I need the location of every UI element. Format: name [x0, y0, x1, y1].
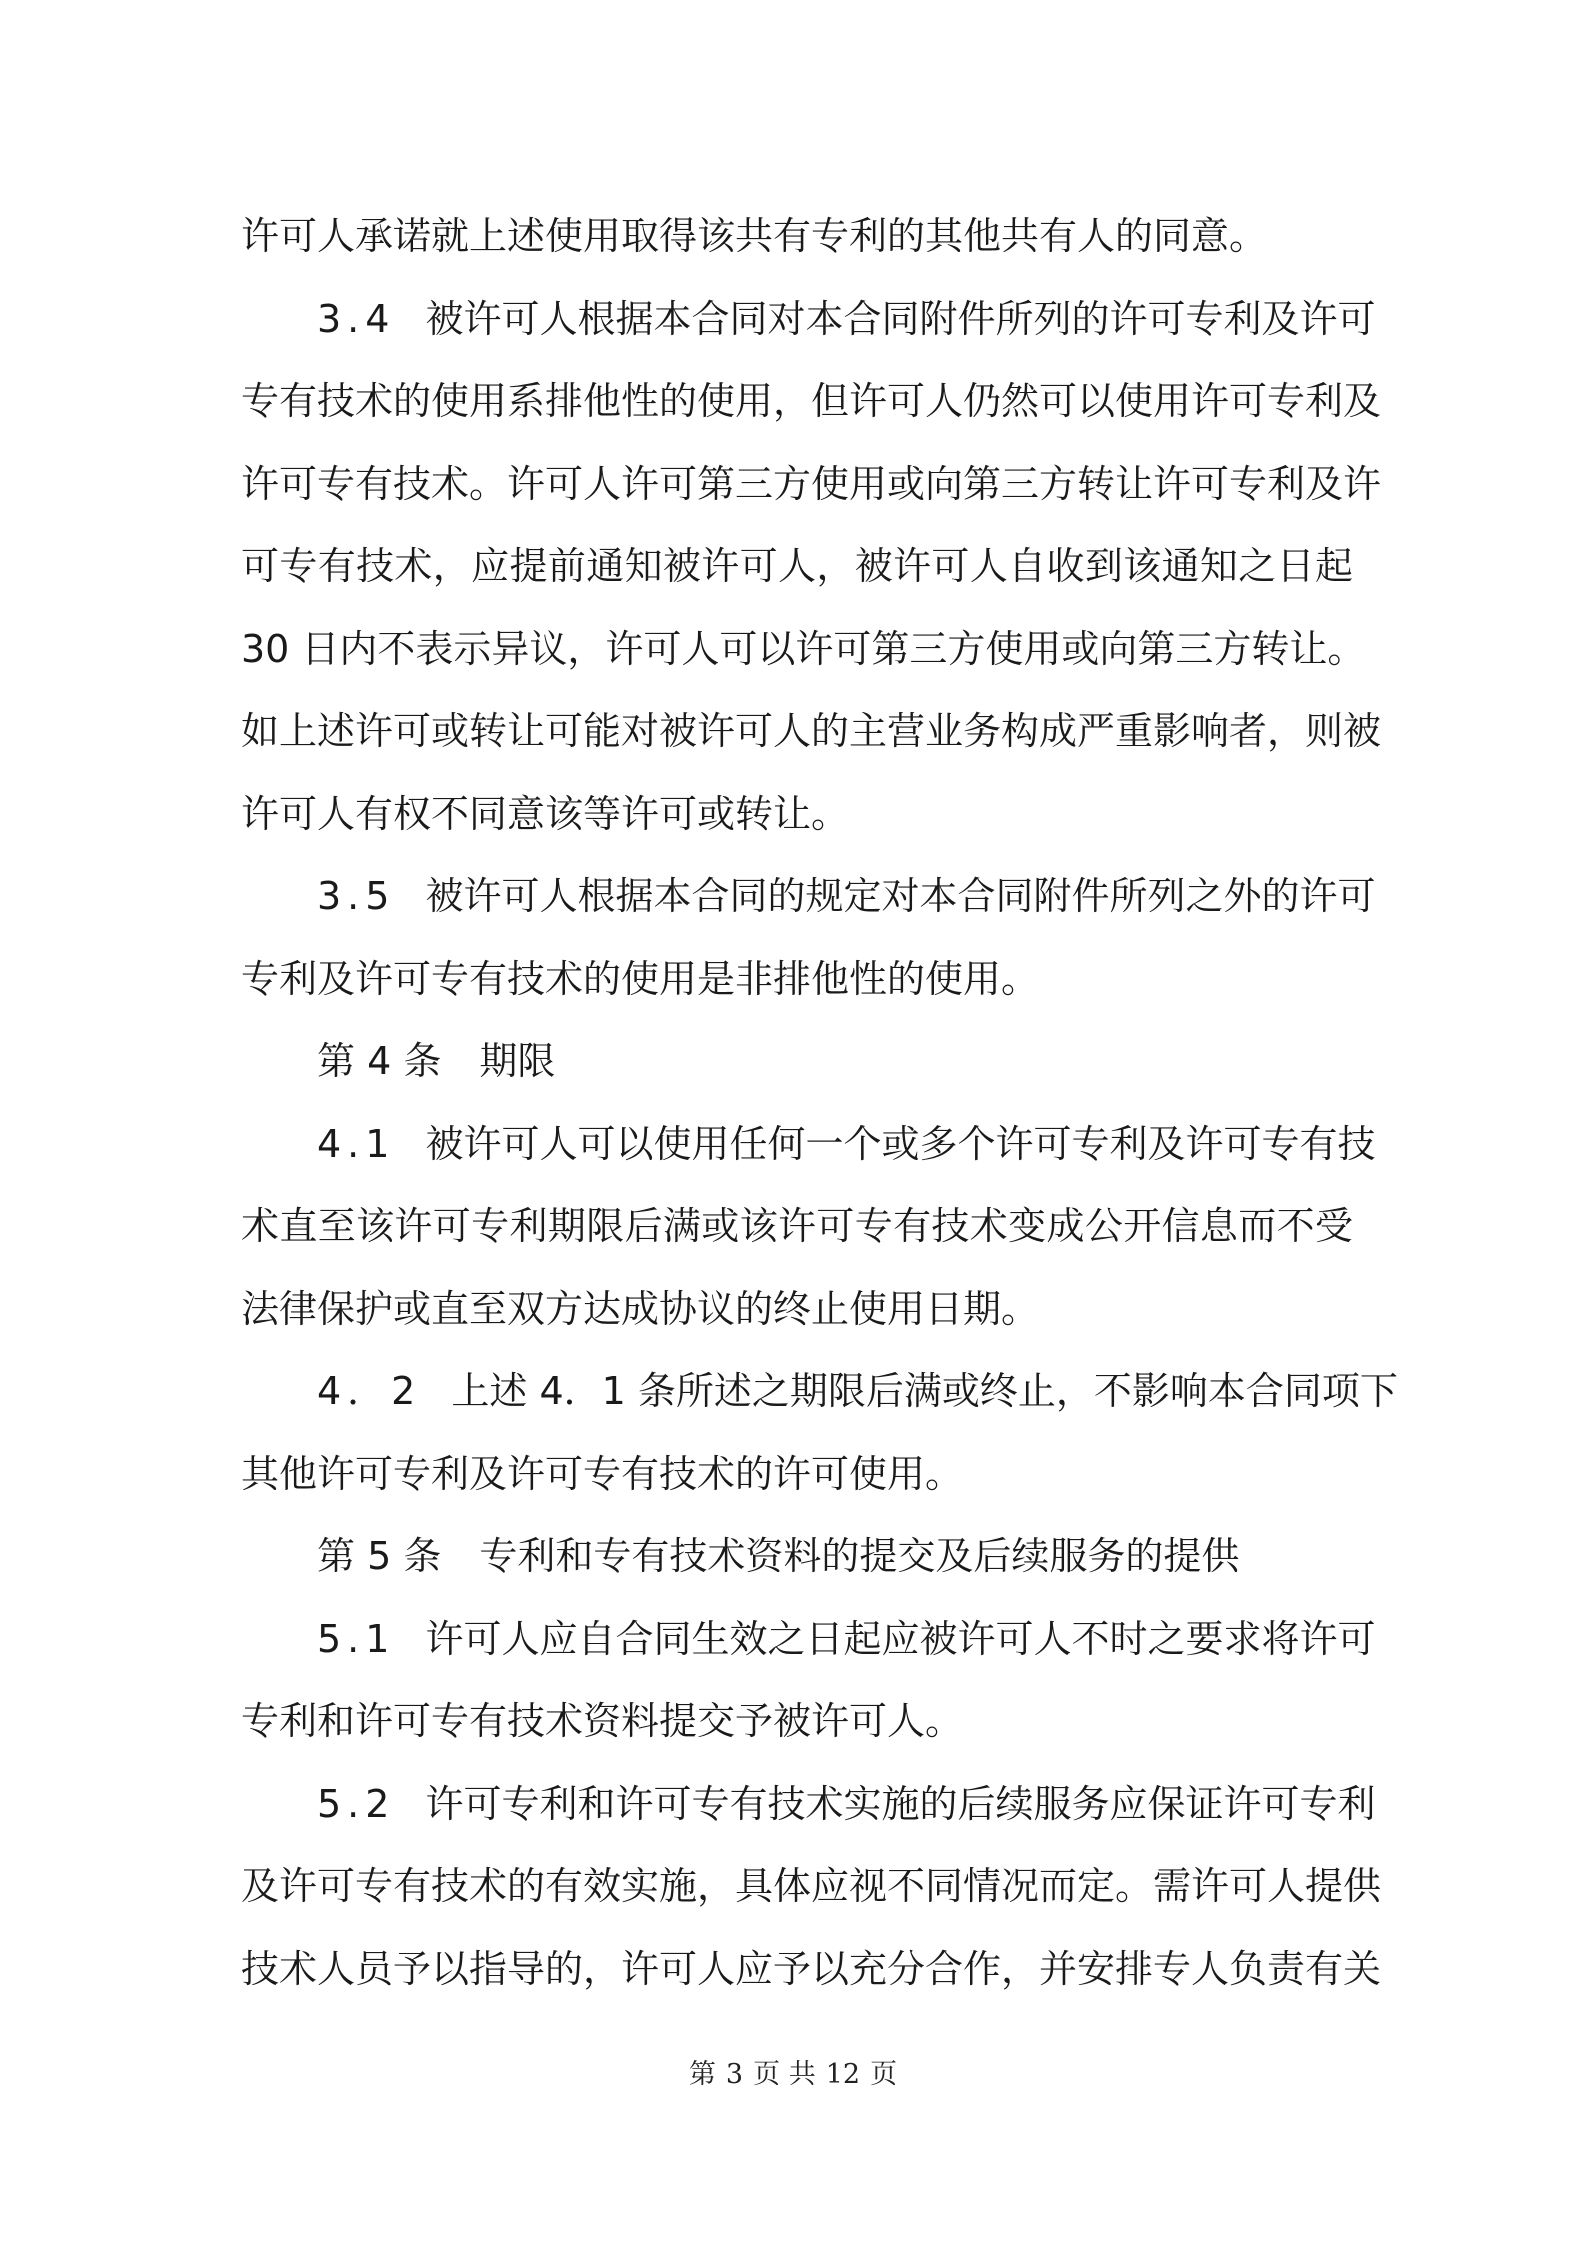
- text-line: [241, 525, 1353, 608]
- line-text: 专利及许可专有技术的使用是非排他性的使用。: [241, 956, 1040, 1001]
- clause-number: 5.2: [317, 1781, 396, 1826]
- article-number: 第 5 条: [317, 1534, 442, 1578]
- text-line: [241, 1928, 1382, 2011]
- line-text: 其他许可专利及许可专有技术的许可使用。: [241, 1451, 964, 1496]
- footer-prefix: 第: [688, 2059, 716, 2090]
- text-line: [241, 1433, 1353, 1516]
- text-line: [241, 195, 1353, 278]
- line-text: 及许可专有技术的有效实施，具体应视不同情况而定。需许可人提供: [241, 1864, 1382, 1908]
- line-text: 许可专利和许可专有技术实施的后续服务应保证许可专利: [425, 1781, 1376, 1826]
- article-heading-line: [241, 1020, 1353, 1103]
- contract-body: [241, 195, 1398, 2010]
- text-line: [241, 1845, 1382, 1928]
- text-line: [241, 1350, 1398, 1433]
- text-line: [241, 1680, 1353, 1763]
- text-line: [241, 1598, 1376, 1681]
- clause-number: 5.1: [317, 1616, 396, 1661]
- text-line: [241, 1763, 1376, 1846]
- clause-number: 3.4: [317, 296, 396, 341]
- article-number: 第 4 条: [317, 1039, 442, 1083]
- line-text: 专有技术的使用系排他性的使用，但许可人仍然可以使用许可专利及: [241, 379, 1382, 423]
- article-heading-line: [241, 1515, 1353, 1598]
- line-text: 术直至该许可专利期限后满或该许可专有技术变成公开信息而不受: [241, 1204, 1353, 1248]
- text-line: [241, 855, 1376, 938]
- line-text: 许可人承诺就上述使用取得该共有专利的其他共有人的同意。: [241, 214, 1268, 258]
- line-text: 许可专有技术。许可人许可第三方使用或向第三方转让许可专利及许: [241, 461, 1382, 506]
- clause-number: 4．2: [317, 1369, 422, 1413]
- article-title: 专利和专有技术资料的提交及后续服务的提供: [479, 1534, 1240, 1578]
- text-line: [241, 1268, 1353, 1351]
- line-text: 被许可人根据本合同对本合同附件所列的许可专利及许可: [425, 296, 1376, 341]
- clause-number: 4.1: [317, 1121, 396, 1166]
- text-line: [241, 1185, 1353, 1268]
- text-line: [241, 938, 1353, 1021]
- line-text: 可专有技术，应提前通知被许可人，被许可人自收到该通知之日起: [241, 544, 1353, 588]
- line-text: 被许可人可以使用任何一个或多个许可专利及许可专有技: [425, 1121, 1376, 1166]
- line-text: 法律保护或直至双方达成协议的终止使用日期。: [241, 1286, 1040, 1331]
- page-footer: [0, 2052, 1586, 2091]
- line-text: 专利和许可专有技术资料提交予被许可人。: [241, 1699, 964, 1743]
- line-text: 上述 4．1 条所述之期限后满或终止，不影响本合同项下: [451, 1369, 1398, 1413]
- footer-suffix: 页: [870, 2059, 898, 2090]
- text-line: [241, 360, 1382, 443]
- text-line: [241, 278, 1376, 361]
- footer-mid: 页 共: [753, 2059, 816, 2090]
- line-text: 被许可人根据本合同的规定对本合同附件所列之外的许可: [425, 874, 1376, 918]
- text-line: [241, 443, 1382, 526]
- text-line: [241, 1103, 1376, 1186]
- footer-total-pages: 12: [825, 2059, 861, 2090]
- line-text: 30 日内不表示异议，许可人可以许可第三方使用或向第三方转让。: [241, 626, 1366, 671]
- article-title: 期限: [479, 1039, 556, 1083]
- text-line: [241, 773, 1353, 856]
- line-text: 许可人应自合同生效之日起应被许可人不时之要求将许可: [425, 1616, 1376, 1661]
- footer-current-page: 3: [725, 2059, 744, 2090]
- text-line: [241, 608, 1366, 691]
- clause-number: 3.5: [317, 874, 396, 918]
- line-text: 如上述许可或转让可能对被许可人的主营业务构成严重影响者，则被: [241, 709, 1382, 753]
- line-text: 许可人有权不同意该等许可或转让。: [241, 791, 850, 836]
- text-line: [241, 690, 1382, 773]
- line-text: 技术人员予以指导的，许可人应予以充分合作，并安排专人负责有关: [241, 1946, 1382, 1991]
